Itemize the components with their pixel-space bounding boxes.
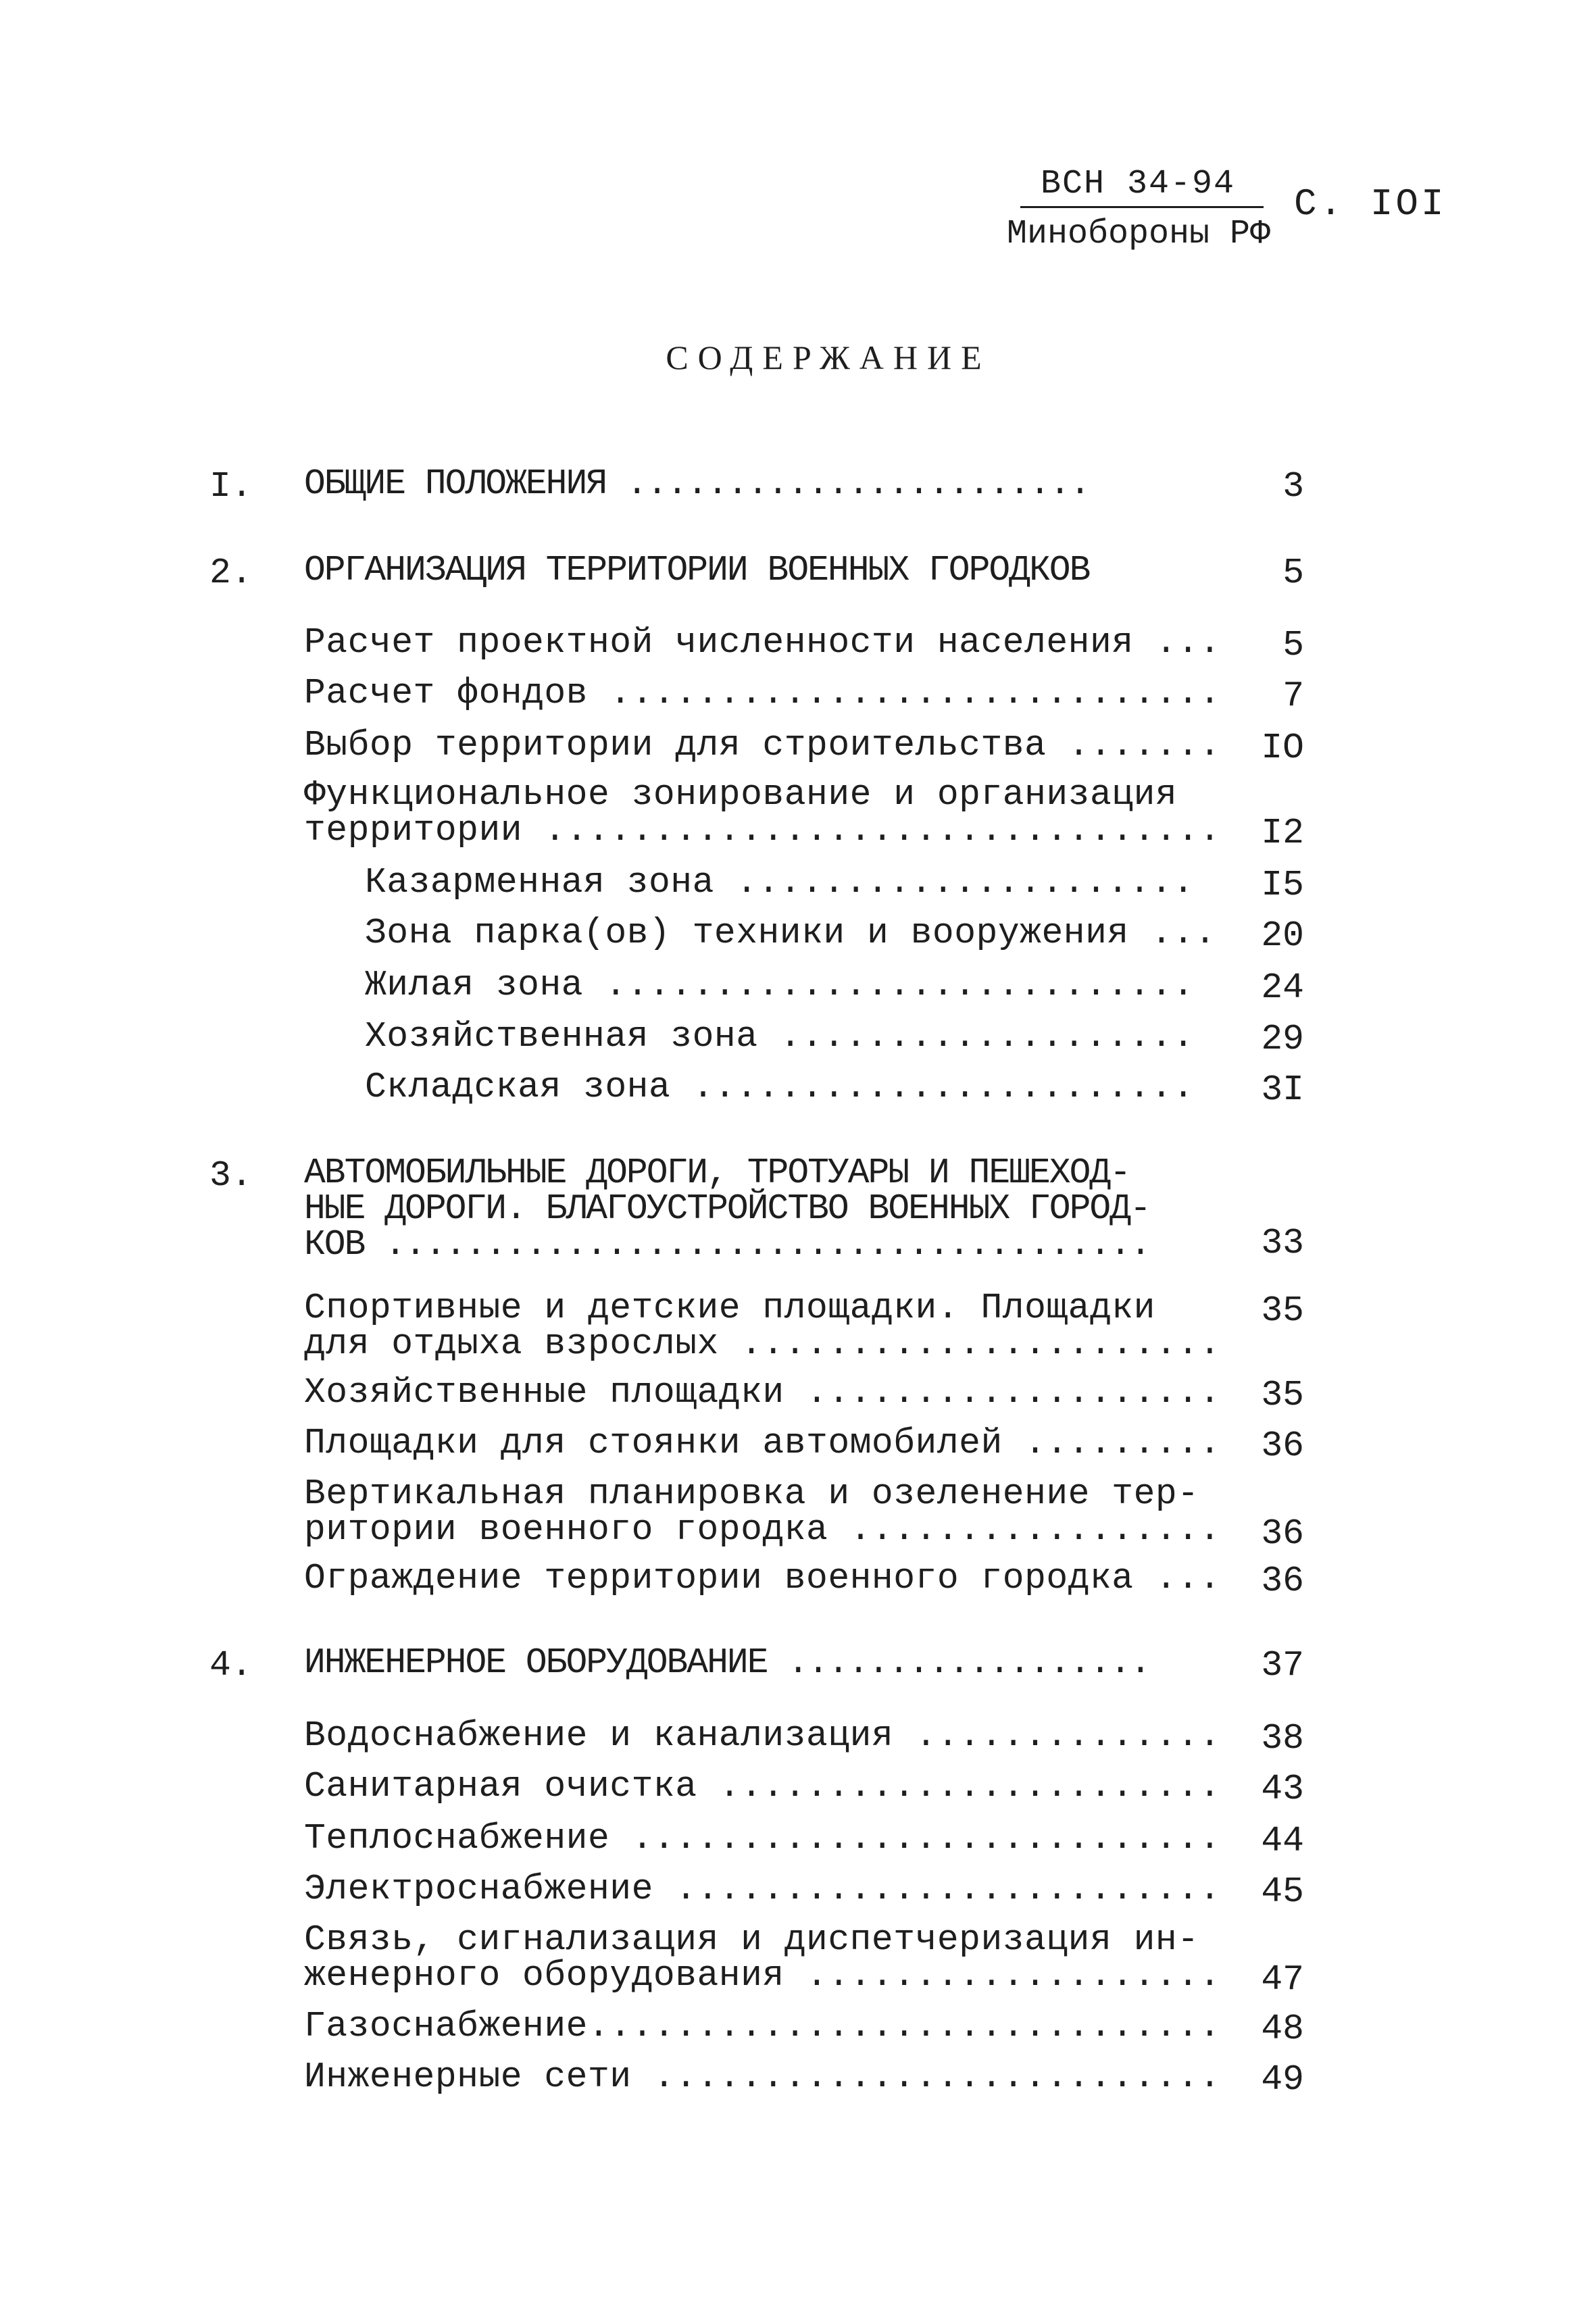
toc-entry-page: 45 (1261, 1871, 1304, 1912)
toc-subentry-text: Хозяйственная зона ................... (365, 1016, 1195, 1057)
section-number: 3. (209, 1155, 253, 1196)
toc-entry-page: 36 (1261, 1513, 1304, 1554)
toc-entry-text: Газоснабжение............................. (304, 2006, 1221, 2046)
toc-entry-page: 47 (1261, 1959, 1304, 2000)
toc-entry-page: I2 (1261, 813, 1304, 853)
toc-entry-text: Хозяйственные площадки ................... (304, 1372, 1221, 1413)
toc-entry-page: 36 (1261, 1561, 1304, 1601)
toc-entry-page: 38 (1261, 1718, 1304, 1759)
toc-entry-page: 37 (1261, 1645, 1304, 1686)
document-code: ВСН 34-94 (1041, 165, 1236, 203)
section-number: I. (209, 466, 253, 507)
toc-entry-text: Спортивные и детские площадки. Площадки для отдыха взрослых ...................... (304, 1288, 1221, 1364)
toc-entry-page: 24 (1261, 967, 1304, 1008)
toc-subentry-text: Казарменная зона ..................... (365, 862, 1195, 903)
toc-subentry-text: Жилая зона ........................... (365, 965, 1195, 1005)
toc-entry-text: Площадки для стоянки автомобилей ......... (304, 1423, 1221, 1463)
toc-entry-text: ОБЩИЕ ПОЛОЖЕНИЯ ....................... (304, 463, 1090, 504)
toc-entry-page: 35 (1261, 1375, 1304, 1415)
toc-entry-text: ИНЖЕНЕРНОЕ ОБОРУДОВАНИЕ .................. (304, 1642, 1150, 1683)
toc-entry-page: 3I (1261, 1070, 1304, 1110)
toc-entry-page: 7 (1282, 676, 1304, 716)
toc-entry-page: 36 (1261, 1426, 1304, 1466)
toc-entry-text: Выбор территории для строительства ....... (304, 725, 1221, 765)
toc-entry-page: 48 (1261, 2009, 1304, 2049)
section-number: 2. (209, 553, 253, 593)
toc-entry-page: I5 (1261, 865, 1304, 905)
page-title: СОДЕРЖАНИЕ (666, 338, 991, 376)
toc-subentry-text: Зона парка(ов) техники и вооружения ... (365, 913, 1216, 953)
toc-entry-text: Связь, сигнализация и диспетчеризация ин- женерного оборудования ................... (304, 1919, 1221, 1996)
toc-entry-text: Электроснабжение ......................... (304, 1869, 1221, 1909)
toc-entry-page: 5 (1282, 553, 1304, 593)
toc-entry-text: Вертикальная планировка и озеленение тер- ритории военного городка ................. (304, 1474, 1221, 1550)
toc-entry-text: Расчет проектной численности населения ... (304, 622, 1221, 663)
toc-entry-page: 20 (1261, 915, 1304, 956)
toc-entry-page: 44 (1261, 1821, 1304, 1861)
toc-entry-text: Санитарная очистка ....................... (304, 1766, 1221, 1807)
toc-entry-text: АВТОМОБИЛЬНЫЕ ДОРОГИ, ТРОТУАРЫ И ПЕШЕХОД- НЫЕ ДОРОГИ. БЛАГОУСТРОЙСТВО ВОЕННЫХ ГОРОД- КОВ ...................................... (304, 1153, 1150, 1265)
toc-entry-text: ОРГАНИЗАЦИЯ ТЕРРИТОРИИ ВОЕННЫХ ГОРОДКОВ (304, 550, 1090, 590)
toc-subentry-text: Складская зона ....................... (365, 1067, 1195, 1107)
toc-entry-text: Водоснабжение и канализация .............. (304, 1715, 1221, 1756)
organization-name: Минобороны РФ (1007, 215, 1271, 253)
toc-entry-page: 29 (1261, 1019, 1304, 1059)
toc-entry-page: IO (1261, 728, 1304, 768)
toc-entry-page: 49 (1261, 2059, 1304, 2100)
section-number: 4. (209, 1645, 253, 1686)
toc-entry-page: 5 (1282, 625, 1304, 665)
toc-entry-page: 35 (1261, 1290, 1304, 1331)
toc-entry-page: 3 (1282, 466, 1304, 507)
toc-entry-page: 43 (1261, 1769, 1304, 1809)
header-underline (1020, 206, 1264, 208)
toc-entry-text: Теплоснабжение ........................... (304, 1818, 1221, 1859)
toc-entry-page: 33 (1261, 1223, 1304, 1263)
toc-entry-text: Функциональное зонирование и организация территории ............................... (304, 774, 1221, 851)
toc-entry-text: Ограждение территории военного городка ... (304, 1558, 1221, 1599)
toc-entry-text: Инженерные сети .......................... (304, 2057, 1221, 2097)
page-number: С. IOI (1294, 182, 1447, 226)
toc-entry-text: Расчет фондов ............................ (304, 673, 1221, 713)
